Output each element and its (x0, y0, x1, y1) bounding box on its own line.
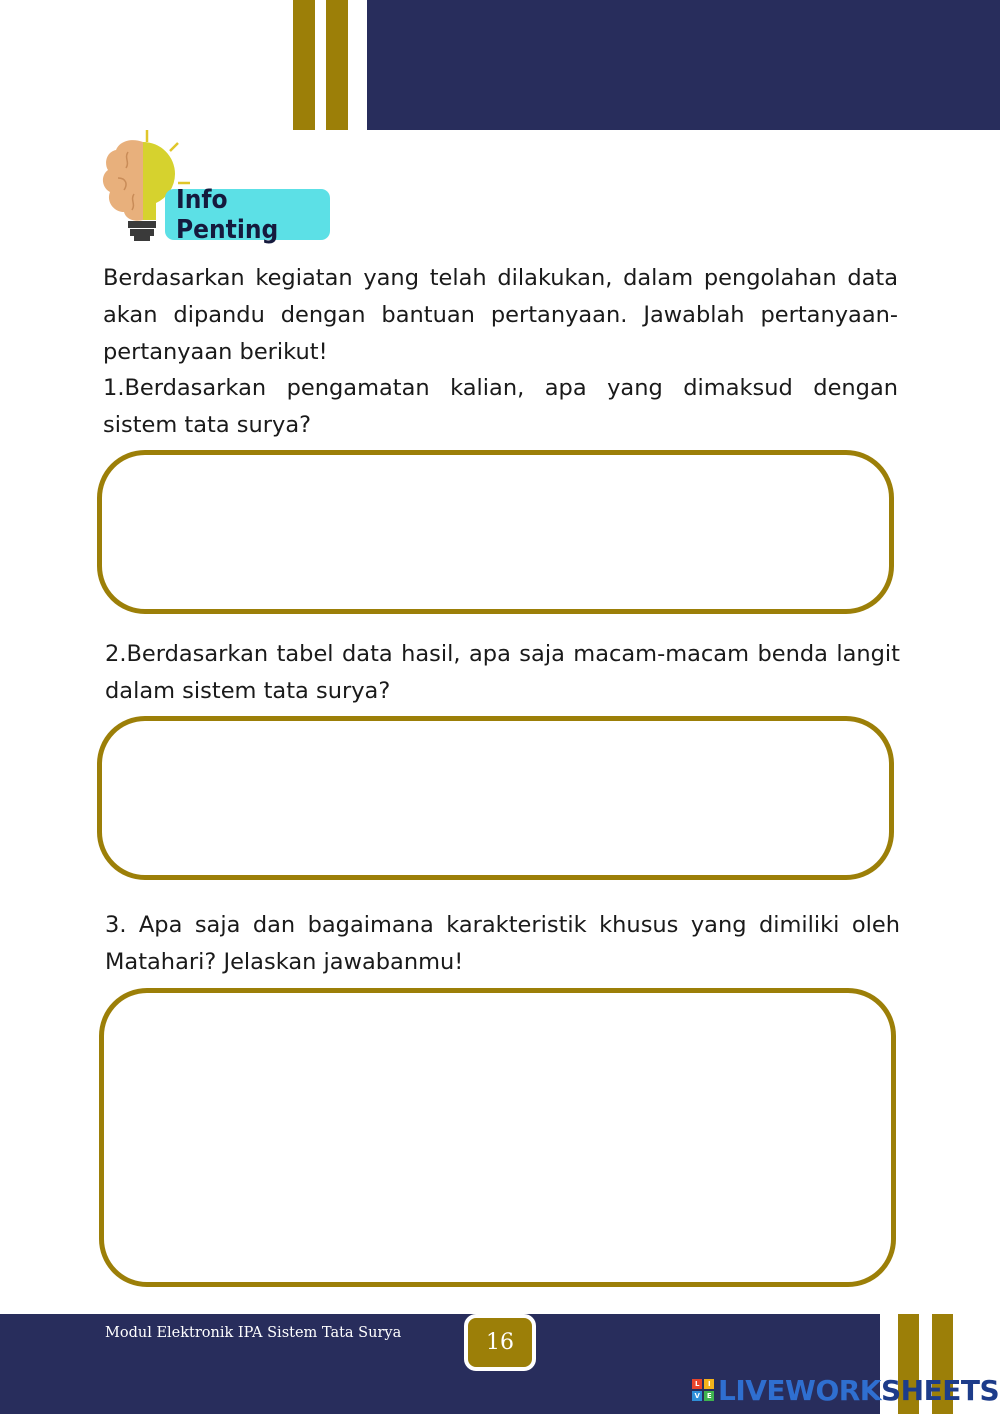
liveworksheets-grid-icon (692, 1379, 714, 1401)
header-stripe-left (293, 0, 315, 130)
question-1-text: 1.Berdasarkan pengamatan kalian, apa yang dimaksud dengan sistem tata surya? (103, 375, 898, 438)
logo-grid-l: L (692, 1379, 702, 1389)
footer-module-title: Modul Elektronik IPA Sistem Tata Surya (105, 1325, 402, 1341)
answer-input-1[interactable] (102, 455, 889, 609)
header-navy-band (367, 0, 1000, 130)
logo-grid-i: I (704, 1379, 714, 1389)
header-stripe-right (326, 0, 348, 130)
logo-grid-e: E (704, 1391, 714, 1401)
page-number: 16 (464, 1314, 536, 1371)
question-3-text: 3. Apa saja dan bagaimana karakteristik khusus yang dimiliki oleh Matahari? Jelaskan jawabanmu! (105, 912, 900, 975)
answer-box-1 (97, 450, 894, 614)
liveworksheets-logo[interactable] (692, 1374, 999, 1406)
answer-box-3 (99, 988, 896, 1287)
answer-box-2 (97, 716, 894, 880)
logo-grid-v: V (692, 1391, 702, 1401)
question-2-text: 2.Berdasarkan tabel data hasil, apa saja macam-macam benda langit dalam sistem tata surya? (105, 641, 900, 704)
intro-paragraph: Berdasarkan kegiatan yang telah dilakukan, dalam pengolahan data akan dipandu dengan bantuan pertanyaan. Jawablah pertanyaan-pertanyaan berikut! (103, 265, 898, 365)
answer-input-3[interactable] (104, 993, 891, 1282)
answer-input-2[interactable] (102, 721, 889, 875)
logo-text-livework: LIVEWORK (718, 1373, 882, 1407)
info-penting-badge: Info Penting (165, 189, 330, 240)
logo-text-sheets: SHEETS (881, 1373, 1000, 1407)
